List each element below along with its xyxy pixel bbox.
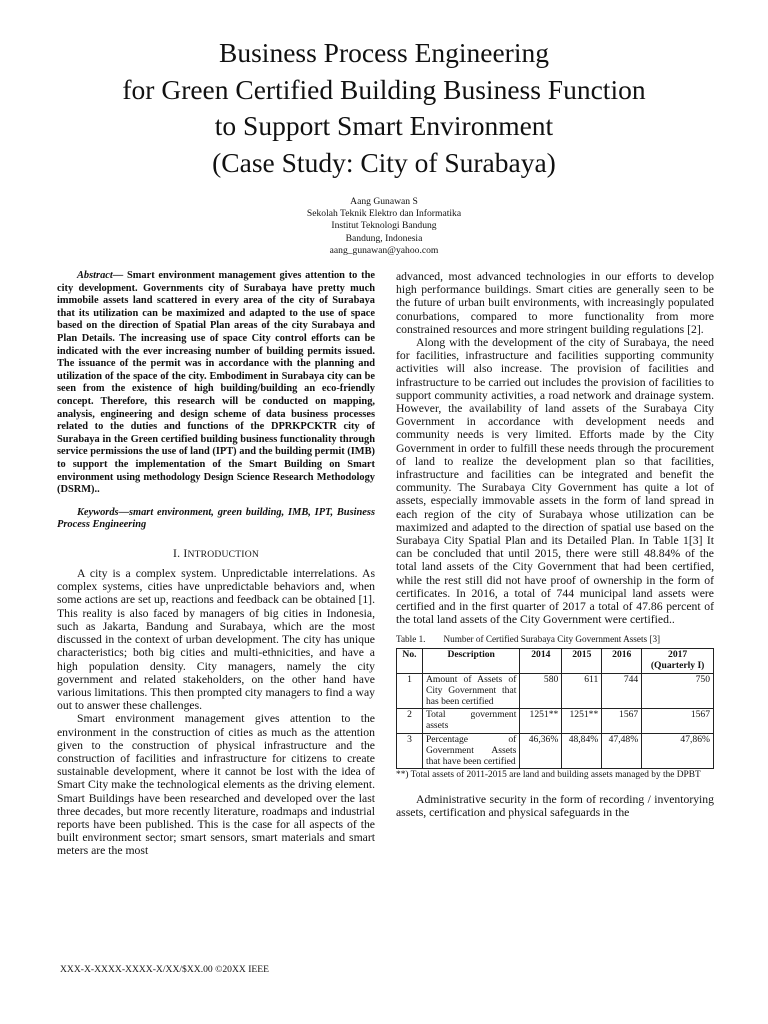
table-row [397, 734, 714, 769]
table-header: 2016 [602, 649, 642, 674]
author-block [200, 196, 568, 257]
table-cell: 1 [397, 674, 423, 709]
table-cell: 611 [562, 674, 602, 709]
table-cell: Amount of Assets of City Government that has been certified [422, 674, 519, 709]
author-location: Bandung, Indonesia [345, 232, 423, 244]
right-column [396, 270, 714, 819]
table-cell: 48,84% [562, 734, 602, 769]
table-header-row [397, 649, 714, 674]
body-paragraph: advanced, most advanced technologies in our efforts to develop high performance buildings. Smart cities are generally seen to be the future of urban built environments, with increasingly populated conurbations, compared to more functionality from more constrained resources and more stringent building regulations [2]. [396, 270, 714, 336]
abstract-lead: Abstract [77, 270, 113, 281]
author-school: Sekolah Teknik Elektro dan Informatika [306, 208, 462, 220]
title-line: for Green Certified Building Business Function [122, 73, 646, 105]
table-cell: 580 [520, 674, 562, 709]
table-cell: 744 [602, 674, 642, 709]
paper-title [40, 35, 728, 181]
section-heading-introduction [57, 547, 375, 561]
table-caption-text: Number of Certified Surabaya City Government Assets [3] [443, 634, 661, 645]
section-first-letter: I [183, 546, 188, 560]
table-header: No. [397, 649, 423, 674]
author-institute: Institut Teknologi Bandung [331, 220, 437, 232]
table-cell: 1251** [562, 709, 602, 734]
table-cell: 3 [397, 734, 423, 769]
title-line: (Case Study: City of Surabaya) [212, 146, 556, 178]
assets-table [396, 648, 714, 769]
copyright-footer: XXX-X-XXXX-XXXX-X/XX/$XX.00 ©20XX IEEE [60, 964, 269, 975]
table-cell: 46,36% [520, 734, 562, 769]
abstract-text: Smart environment management gives attention to the city development. Governments city of Surabaya have pretty much immobile assets land scattered in every area of the city of Surabaya that its utilization can be maximized and adapted to the use of space based on the direction of Spatial Plan areas of the city Surabaya and Plan Details. The increasing use of space City control efforts can be indicated with the ever increasing number of building permits issued. The issuance of the permit was in accordance with the planning and utilization of the space of the city. Embodiment in Surabaya city can be seen from the existence of high building/building an eco-friendly concept. Therefore, this research will be conducted on mapping, analysis, engineering and design scheme of data business processes related to the duties and functions of the DPRKPCKTR city of Surabaya in the Green certified building business functionality through service permissions the use of land (IPT) and the building permit (IMB) to support the implementation of the Smart Building on Smart environment using methodology Design Science Research Methodology (DSRM).. [57, 270, 375, 496]
table-cell: Percentage of Government Assets that have been certified [422, 734, 519, 769]
table-caption [396, 634, 714, 645]
table-note: **) Total assets of 2011-2015 are land and building assets managed by the DPBT [396, 770, 701, 781]
title-line: Business Process Engineering [219, 37, 549, 68]
body-paragraph: Administrative security in the form of recording / inventorying assets, certification and physical safeguards in the [396, 792, 714, 820]
table-cell: 1567 [642, 709, 714, 734]
table-cell: 47,86% [642, 734, 714, 769]
table-header: 2014 [520, 649, 562, 674]
body-paragraph: Along with the development of the city of Surabaya, the need for facilities, infrastructure and facilities supporting community activities will also increase. The provision of facilities and infrastructure to be carried out includes the provision of facilities to support community activities, a road network and drainage system. However, the availability of land assets of the Surabaya City Government in accordance with development needs and community needs is very limited. Efforts made by the City Government in order to fulfill these needs through the procurement of land to realize the development plan so that facilities, infrastructure and facilities can be integrated and benefit the community. The Surabaya City Government has quite a lot of assets, especially immovable assets in the form of land spread in each region of the city of Surabaya whose utilization can be maximized and adapted to the direction of spatial use based on the Surabaya City Spatial Plan and its Detailed Plan. In Table 1[3] It can be concluded that until 2015, there were still 48.84% of the total land assets of the City Government that had been certified, while the rest still did not have proof of ownership in the form of certificates. In 2016, a total of 744 municipal land assets were certified and in the first quarter of 2017 a total of 47.86 percent of the total land assets of the City Government were certified.. [396, 336, 714, 627]
author-email: aang_gunawan@yahoo.com [329, 244, 439, 256]
table-header: 2015 [562, 649, 602, 674]
table-row [397, 709, 714, 734]
table-cell: 2 [397, 709, 423, 734]
table-cell: 1251** [520, 709, 562, 734]
body-paragraph: A city is a complex system. Unpredictable interrelations. As complex systems, cities have unpredictable behaviors and, when some actions are set up, reactions and feedback can be obtained [1]. This reality is also faced by managers of big cities in Indonesia, such as Jakarta, Bandung and Surabaya, which are the most discussed in the context of urban development. The city has unique characteristics; both big cities and multi-ethnicities, and have a high population density. City managers, namely the city government and related stakeholders, on the other hand have various limitations. This then prompted city managers to find a way out to answer these challenges. [57, 567, 375, 713]
abstract [57, 270, 375, 497]
body-paragraph: Smart environment management gives attention to the environment in the construction of cities as much as the attention given to the construction of physical infrastructure and the construction of facilities and infrastructure for citizens to create sustainable development, where it cannot be lost with the idea of Smart City make the technological elements as the driving element. Smart Buildings have been researched and developed over the last three decades, but more recently literature, roadmaps and industrial reports have been published. This is the case for all aspects of the built environment sector; smart sensors, smart materials and smart meters are the most [57, 712, 375, 858]
table-header: Description [422, 649, 519, 674]
table-cell: Total government assets [422, 709, 519, 734]
section-rest: NTRODUCTION [187, 548, 259, 560]
author-name: Aang Gunawan S [350, 196, 418, 207]
table-cell: 47,48% [602, 734, 642, 769]
table-cell: 750 [642, 674, 714, 709]
abstract-dash: — [112, 270, 127, 281]
table-row [397, 674, 714, 709]
left-column [57, 270, 375, 858]
title-line: to Support Smart Environment [214, 110, 554, 141]
table-header: 2017 (Quarterly I) [642, 649, 714, 674]
table-cell: 1567 [602, 709, 642, 734]
table-label: Table 1. [396, 634, 426, 645]
section-number: I. [173, 546, 181, 560]
keywords: Keywords—smart environment, green building, IMB, IPT, Business Process Engineering [57, 506, 375, 531]
